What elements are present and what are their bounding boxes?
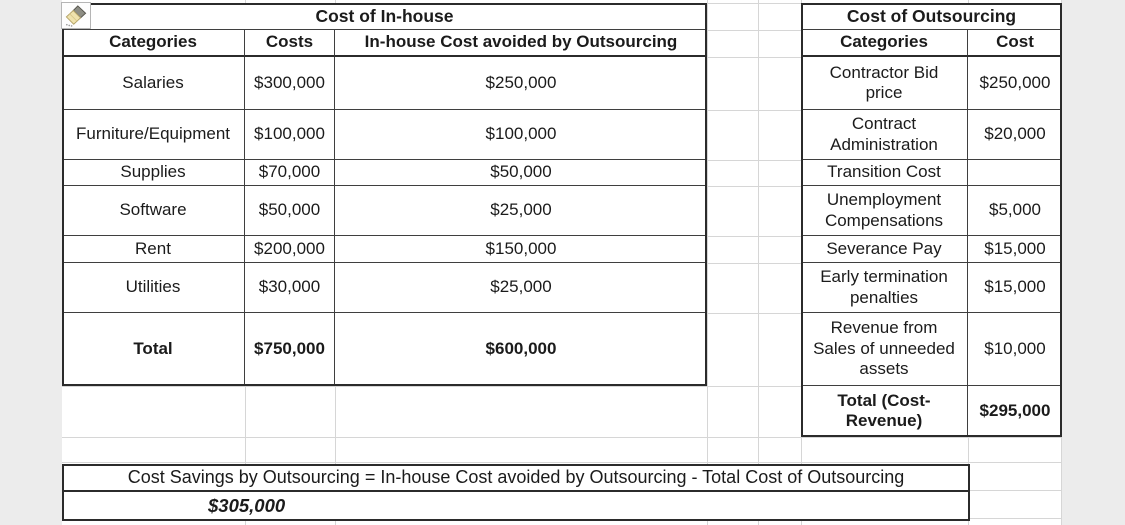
outsourcing-cost-table: [801, 3, 1062, 437]
outsourcing-cost-cell[interactable]: $10,000: [968, 313, 1062, 386]
inhouse-cost-cell[interactable]: $30,000: [245, 263, 335, 313]
outsourcing-category-cell[interactable]: Contract Administration: [801, 110, 968, 160]
outsourcing-category-cell[interactable]: Unemployment Compensations: [801, 186, 968, 236]
format-painter-icon[interactable]: [61, 2, 91, 29]
inhouse-total-cost-cell[interactable]: $750,000: [245, 313, 335, 386]
cost-savings-formula-cell[interactable]: Cost Savings by Outsourcing = In-house Cost avoided by Outsourcing - Total Cost of Outsourcing: [62, 464, 970, 492]
outsourcing-category-cell[interactable]: Transition Cost: [801, 160, 968, 186]
outsourcing-total-label-cell[interactable]: Total (Cost-Revenue): [801, 386, 968, 437]
outsourcing-category-cell[interactable]: Revenue from Sales of unneeded assets: [801, 313, 968, 386]
outsourcing-category-cell[interactable]: Early termination penalties: [801, 263, 968, 313]
inhouse-avoided-cell[interactable]: $25,000: [335, 186, 707, 236]
inhouse-col-header-categories[interactable]: Categories: [62, 30, 245, 57]
inhouse-avoided-cell[interactable]: $250,000: [335, 57, 707, 110]
inhouse-cost-cell[interactable]: $70,000: [245, 160, 335, 186]
inhouse-avoided-cell[interactable]: $150,000: [335, 236, 707, 263]
inhouse-category-cell[interactable]: Utilities: [62, 263, 245, 313]
outsourcing-category-cell[interactable]: Contractor Bid price: [801, 57, 968, 110]
inhouse-cost-table: [62, 3, 707, 386]
inhouse-category-cell[interactable]: Rent: [62, 236, 245, 263]
inhouse-avoided-cell[interactable]: $25,000: [335, 263, 707, 313]
outsourcing-cost-cell[interactable]: $15,000: [968, 263, 1062, 313]
inhouse-category-cell[interactable]: Salaries: [62, 57, 245, 110]
inhouse-total-label-cell[interactable]: Total: [62, 313, 245, 386]
outsourcing-cost-cell[interactable]: $15,000: [968, 236, 1062, 263]
inhouse-total-avoided-cell[interactable]: $600,000: [335, 313, 707, 386]
inhouse-category-cell[interactable]: Furniture/Equipment: [62, 110, 245, 160]
outsourcing-col-header-categories[interactable]: Categories: [801, 30, 968, 57]
outsourcing-category-cell[interactable]: Severance Pay: [801, 236, 968, 263]
outsourcing-cost-cell[interactable]: [968, 160, 1062, 186]
outsourcing-cost-cell[interactable]: $250,000: [968, 57, 1062, 110]
inhouse-col-header-costs[interactable]: Costs: [245, 30, 335, 57]
cost-savings-summary: [62, 464, 970, 521]
inhouse-cost-cell[interactable]: $100,000: [245, 110, 335, 160]
inhouse-category-cell[interactable]: Software: [62, 186, 245, 236]
inhouse-avoided-cell[interactable]: $50,000: [335, 160, 707, 186]
inhouse-table-title[interactable]: Cost of In-house: [62, 3, 707, 30]
inhouse-avoided-cell[interactable]: $100,000: [335, 110, 707, 160]
inhouse-col-header-avoided[interactable]: In-house Cost avoided by Outsourcing: [335, 30, 707, 57]
inhouse-cost-cell[interactable]: $50,000: [245, 186, 335, 236]
outsourcing-cost-cell[interactable]: $5,000: [968, 186, 1062, 236]
spreadsheet-area: [62, 0, 1062, 525]
cost-savings-value-row[interactable]: [62, 492, 970, 519]
cost-savings-value: $305,000: [208, 494, 286, 516]
outsourcing-table-title[interactable]: Cost of Outsourcing: [801, 3, 1062, 30]
outsourcing-total-cost-cell[interactable]: $295,000: [968, 386, 1062, 437]
outsourcing-col-header-cost[interactable]: Cost: [968, 30, 1062, 57]
outsourcing-cost-cell[interactable]: $20,000: [968, 110, 1062, 160]
brush-icon: [65, 5, 87, 27]
inhouse-cost-cell[interactable]: $200,000: [245, 236, 335, 263]
inhouse-category-cell[interactable]: Supplies: [62, 160, 245, 186]
inhouse-cost-cell[interactable]: $300,000: [245, 57, 335, 110]
